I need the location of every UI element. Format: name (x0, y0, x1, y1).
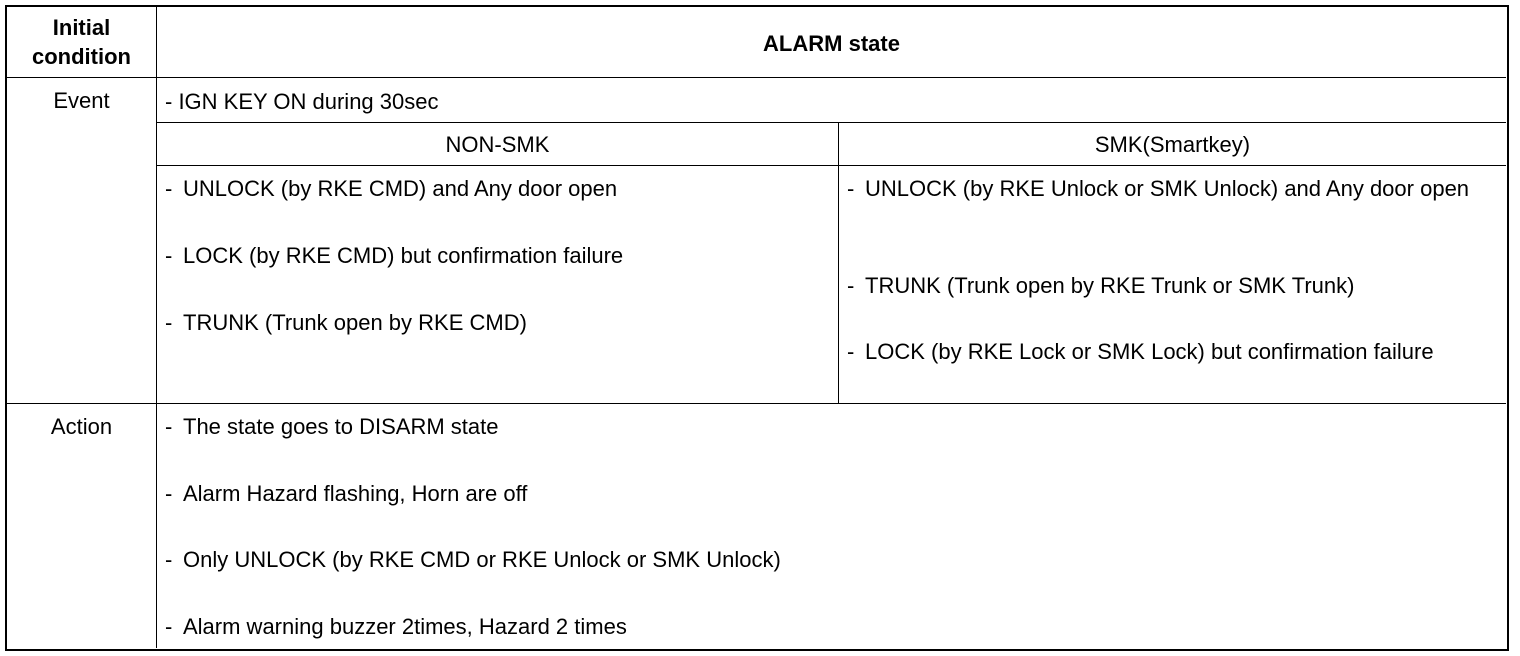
action-item-text: Alarm Hazard flashing, Horn are off (183, 481, 528, 506)
action-label: Action (50, 414, 113, 439)
non-smk-item-text: TRUNK (Trunk open by RKE CMD) (183, 310, 527, 335)
bullet-dash: - (165, 614, 173, 639)
bullet-dash: - (165, 547, 173, 572)
event-common-condition: - IGN KEY ON during 30sec (165, 89, 439, 114)
smk-item-text: LOCK (by RKE Lock or SMK Lock) but confirmation failure (865, 339, 1434, 364)
label-column-rule (156, 7, 157, 648)
non-smk-item (165, 308, 825, 338)
action-item (165, 612, 1495, 642)
initial-condition-header (7, 13, 156, 71)
smk-column-rule (838, 122, 839, 404)
bullet-dash: - (847, 273, 855, 298)
bullet-dash: - (847, 176, 855, 201)
event-label: Event (53, 88, 110, 113)
action-item (165, 479, 1495, 509)
non-smk-item (165, 174, 825, 204)
alarm-state-header: ALARM state (763, 31, 900, 56)
bullet-dash: - (165, 176, 173, 201)
smk-heading: SMK(Smartkey) (1094, 132, 1251, 157)
bullet-dash: - (165, 481, 173, 506)
bullet-dash: - (165, 310, 173, 335)
action-item-text: Only UNLOCK (by RKE CMD or RKE Unlock or SMK Unlock) (183, 547, 781, 572)
action-item-text: Alarm warning buzzer 2times, Hazard 2 times (183, 614, 627, 639)
smk-item (847, 337, 1467, 367)
non-smk-item (165, 241, 825, 271)
action-item-text: The state goes to DISARM state (183, 414, 499, 439)
action-item (165, 545, 1495, 575)
bullet-dash: - (847, 339, 855, 364)
non-smk-item-text: UNLOCK (by RKE CMD) and Any door open (183, 176, 618, 201)
action-item (165, 412, 1495, 442)
non-smk-heading: NON-SMK (445, 132, 550, 157)
non-smk-item-text: LOCK (by RKE CMD) but confirmation failure (183, 243, 624, 268)
initial-condition-line-1: Initial (52, 15, 111, 40)
bullet-dash: - (165, 243, 173, 268)
bullet-dash: - (165, 414, 173, 439)
header-divider (7, 77, 1506, 78)
smk-item (847, 271, 1499, 301)
smk-item-text: UNLOCK (by RKE Unlock or SMK Unlock) and Any door open (865, 176, 1470, 201)
smk-item-text: TRUNK (Trunk open by RKE Trunk or SMK Trunk) (865, 273, 1355, 298)
event-subheader-top-rule (157, 122, 1506, 123)
action-divider (7, 403, 1506, 404)
smk-item (847, 174, 1499, 204)
initial-condition-line-2: condition (32, 44, 131, 69)
event-subheader-bottom-rule (157, 165, 1506, 166)
